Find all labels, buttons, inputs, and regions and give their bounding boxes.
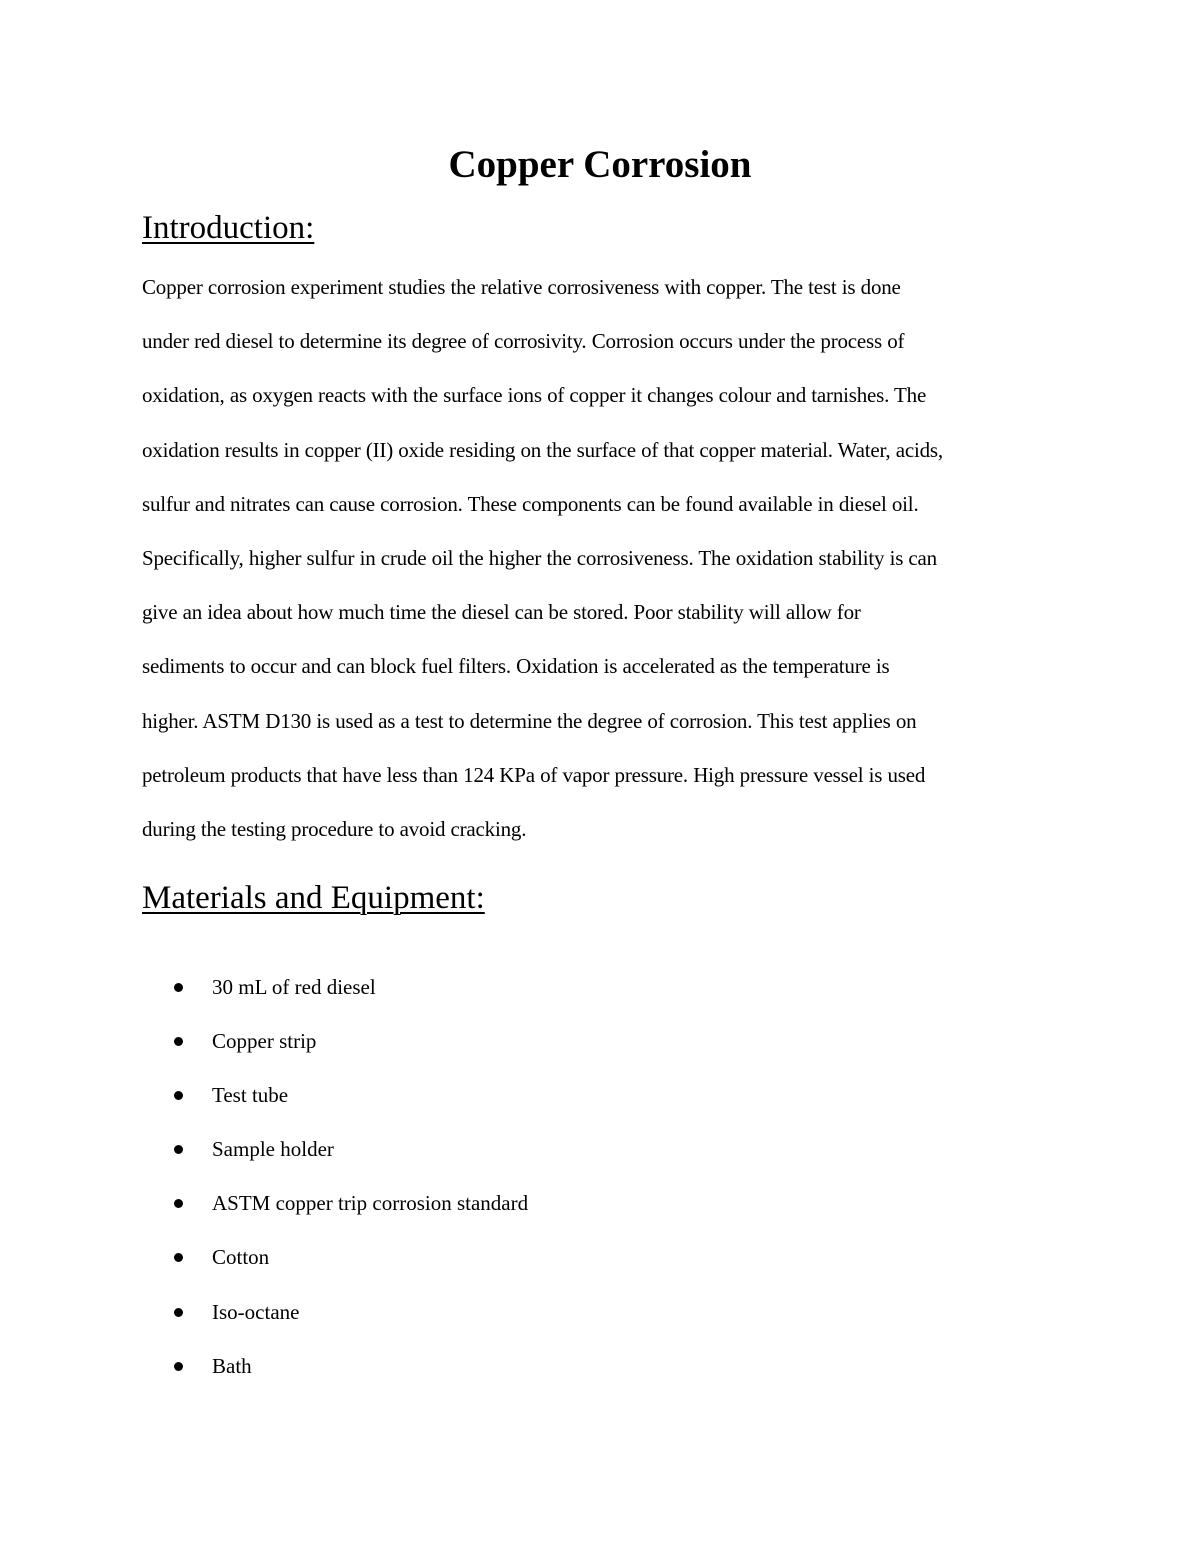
bullet-icon	[174, 1091, 183, 1100]
introduction-line: Specifically, higher sulfur in crude oil the higher the corrosiveness. The oxidation stability is can	[142, 546, 937, 571]
list-item	[0, 1179, 1200, 1233]
list-item	[0, 1288, 1200, 1342]
list-item-label: Cotton	[212, 1245, 270, 1270]
list-item-label: Iso-octane	[212, 1299, 300, 1324]
introduction-line: during the testing procedure to avoid cracking.	[142, 817, 527, 842]
bullet-icon	[174, 1145, 183, 1154]
list-item-label: ASTM copper trip corrosion standard	[212, 1191, 529, 1216]
bullet-icon	[174, 1253, 183, 1262]
introduction-line: give an idea about how much time the diesel can be stored. Poor stability will allow for	[142, 600, 861, 625]
bullet-icon	[174, 1308, 183, 1317]
introduction-line: oxidation results in copper (II) oxide residing on the surface of that copper material. Water, acids,	[142, 437, 943, 462]
bullet-icon	[174, 1362, 183, 1371]
introduction-paragraph	[142, 260, 1067, 856]
materials-heading: Materials and Equipment:	[142, 880, 485, 916]
introduction-line: under red diesel to determine its degree of corrosivity. Corrosion occurs under the process of	[142, 329, 905, 354]
list-item-label: Bath	[212, 1353, 252, 1378]
introduction-heading: Introduction:	[142, 210, 315, 246]
introduction-line: oxidation, as oxygen reacts with the surface ions of copper it changes colour and tarnishes. The	[142, 383, 927, 408]
introduction-line: sulfur and nitrates can cause corrosion. These components can be found available in diesel oil.	[142, 491, 919, 516]
list-item-label: Sample holder	[212, 1137, 334, 1162]
list-item-label: Test tube	[212, 1083, 289, 1108]
introduction-line: higher. ASTM D130 is used as a test to determine the degree of corrosion. This test applies on	[142, 708, 917, 733]
materials-list	[0, 963, 1200, 1396]
bullet-icon	[174, 983, 183, 992]
introduction-line: petroleum products that have less than 124 KPa of vapor pressure. High pressure vessel is used	[142, 762, 926, 787]
list-item	[0, 1071, 1200, 1125]
list-item-label: Copper strip	[212, 1029, 317, 1054]
introduction-line: Copper corrosion experiment studies the relative corrosiveness with copper. The test is done	[142, 275, 901, 299]
bullet-icon	[174, 1037, 183, 1046]
introduction-line: sediments to occur and can block fuel filters. Oxidation is accelerated as the temperature is	[142, 654, 890, 679]
list-item	[0, 1233, 1200, 1287]
list-item	[0, 1017, 1200, 1071]
list-item	[0, 1342, 1200, 1396]
list-item-label: 30 mL of red diesel	[212, 975, 376, 999]
list-item	[0, 963, 1200, 1017]
document-title: Copper Corrosion	[448, 143, 752, 186]
list-item	[0, 1125, 1200, 1179]
bullet-icon	[174, 1199, 183, 1208]
